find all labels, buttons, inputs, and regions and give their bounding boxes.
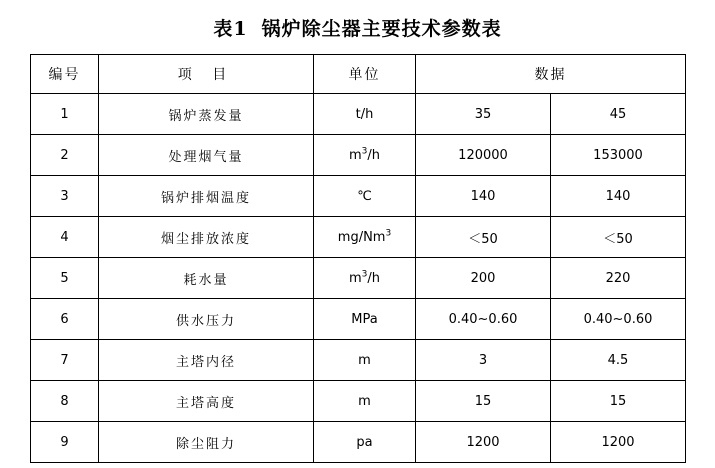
cell-data-1: 1200: [416, 422, 551, 463]
cell-data-2: 0.40~0.60: [551, 299, 686, 340]
cell-item: 耗水量: [99, 258, 314, 299]
cell-no: 1: [31, 94, 99, 135]
cell-no: 6: [31, 299, 99, 340]
cell-unit: [314, 381, 416, 422]
cell-data-2: ＜50: [551, 217, 686, 258]
header-unit: 单位: [314, 55, 416, 94]
cell-unit: [314, 135, 416, 176]
table-header: [31, 55, 686, 94]
cell-item: 锅炉蒸发量: [99, 94, 314, 135]
cell-data-1: 15: [416, 381, 551, 422]
cell-unit-exponent: 3: [361, 269, 368, 280]
cell-unit: [314, 94, 416, 135]
cell-unit-base: m: [348, 147, 362, 163]
table-caption-number: 表1: [213, 18, 248, 40]
cell-item: 除尘阻力: [99, 422, 314, 463]
table-row: [31, 299, 686, 340]
cell-unit: [314, 340, 416, 381]
cell-data-1: 35: [416, 94, 551, 135]
cell-unit-exponent: 3: [361, 146, 368, 157]
cell-data-2: 140: [551, 176, 686, 217]
cell-item: 主塔内径: [99, 340, 314, 381]
cell-data-2: 220: [551, 258, 686, 299]
cell-unit: [314, 176, 416, 217]
cell-unit-base: m: [358, 393, 371, 409]
cell-no: 4: [31, 217, 99, 258]
cell-data-2: 45: [551, 94, 686, 135]
cell-no: 9: [31, 422, 99, 463]
cell-no: 2: [31, 135, 99, 176]
cell-item: 烟尘排放浓度: [99, 217, 314, 258]
cell-data-1: 140: [416, 176, 551, 217]
table-header-row: [31, 55, 686, 94]
table-row: [31, 258, 686, 299]
cell-item: 处理烟气量: [99, 135, 314, 176]
header-item: 项 目: [99, 55, 314, 94]
cell-data-2: 153000: [551, 135, 686, 176]
cell-unit: [314, 217, 416, 258]
table-body: [31, 94, 686, 463]
table-row: [31, 340, 686, 381]
cell-data-2: 4.5: [551, 340, 686, 381]
cell-no: 5: [31, 258, 99, 299]
cell-no: 7: [31, 340, 99, 381]
cell-data-2: 1200: [551, 422, 686, 463]
cell-unit: [314, 258, 416, 299]
cell-no: 3: [31, 176, 99, 217]
table-row: [31, 381, 686, 422]
cell-item: 主塔高度: [99, 381, 314, 422]
cell-unit-base: ℃: [357, 188, 372, 204]
cell-unit-tail: /h: [367, 270, 381, 286]
table-row: [31, 94, 686, 135]
table-caption-title: 锅炉除尘器主要技术参数表: [261, 18, 502, 40]
cell-item: 锅炉排烟温度: [99, 176, 314, 217]
cell-data-1: 3: [416, 340, 551, 381]
table-row: [31, 176, 686, 217]
table-row: [31, 422, 686, 463]
cell-unit-base: m: [348, 270, 362, 286]
cell-data-2: 15: [551, 381, 686, 422]
header-no: 编号: [31, 55, 99, 94]
cell-data-1: 200: [416, 258, 551, 299]
cell-no: 8: [31, 381, 99, 422]
cell-data-1: 0.40~0.60: [416, 299, 551, 340]
cell-unit-base: pa: [356, 434, 373, 450]
cell-data-1: ＜50: [416, 217, 551, 258]
table-container: [0, 54, 715, 463]
cell-data-1: 120000: [416, 135, 551, 176]
cell-item: 供水压力: [99, 299, 314, 340]
table-caption: [0, 0, 715, 54]
table-row: [31, 135, 686, 176]
header-data: 数据: [416, 55, 686, 94]
cell-unit-base: m: [358, 352, 371, 368]
cell-unit-base: mg/Nm: [337, 229, 386, 245]
cell-unit-base: MPa: [351, 311, 378, 327]
cell-unit-tail: /h: [367, 147, 381, 163]
cell-unit: [314, 422, 416, 463]
spec-table: [30, 54, 686, 463]
table-row: [31, 217, 686, 258]
cell-unit-base: t/h: [355, 106, 374, 122]
cell-unit-exponent: 3: [385, 228, 392, 239]
cell-unit: [314, 299, 416, 340]
